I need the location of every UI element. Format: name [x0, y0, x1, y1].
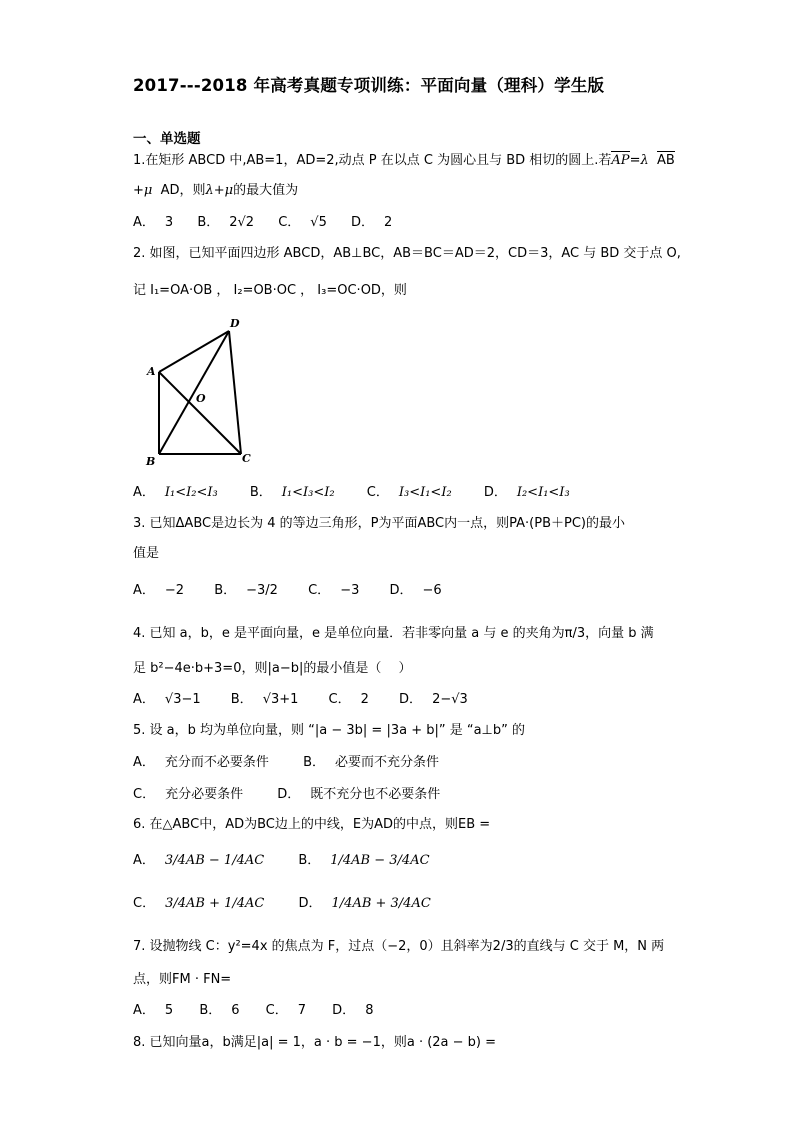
option-label: B．: [214, 583, 237, 598]
option-value: 6: [231, 1003, 240, 1018]
option-label: C．: [278, 215, 301, 230]
option-label: C．: [328, 692, 351, 707]
option-label: B．: [303, 755, 325, 770]
document-title: 2017---2018 年高考真题专项训练：平面向量（理科）学生版: [133, 76, 605, 95]
q3-option-a[interactable]: [133, 582, 184, 600]
q2-option-a[interactable]: [133, 484, 218, 502]
q1-lambda: λ: [640, 153, 649, 168]
q5-options-row1: [133, 754, 459, 772]
q4-option-d[interactable]: [399, 691, 468, 709]
option-value: −6: [422, 583, 442, 598]
q2-line2: 记 I₁=OA·OB ， I₂=OB·OC ， I₃=OC·OD，则: [133, 283, 407, 298]
option-value: −3: [340, 583, 360, 598]
option-label: D．: [389, 583, 413, 598]
option-value: 必要而不充分条件: [334, 755, 439, 770]
option-value: √3+1: [262, 692, 299, 707]
q4-options: [133, 691, 488, 709]
option-label: D．: [483, 485, 507, 500]
option-value: 1/4AB − 3/4AC: [330, 853, 430, 868]
edge-cd: [229, 331, 241, 454]
q1-option-b[interactable]: [197, 214, 254, 232]
q5-option-c[interactable]: [133, 786, 243, 804]
quadrilateral-diagram: [143, 315, 263, 475]
q4-option-c[interactable]: [329, 691, 369, 709]
q3-option-c[interactable]: [308, 582, 359, 600]
q8-line1: 8. 已知向量a，b满足|a| = 1，a · b = −1，则a · (2a − b) =: [133, 1035, 497, 1050]
q7-option-c[interactable]: [266, 1002, 306, 1020]
q6-line1: 6. 在△ABC中，AD为BC边上的中线，E为AD的中点，则EB =: [133, 817, 491, 832]
option-value: I₁<I₃<I₂: [281, 485, 335, 500]
q3-option-d[interactable]: [390, 582, 442, 600]
q1-expr: λ+μ: [205, 183, 234, 198]
option-value: 5: [164, 1003, 174, 1018]
q5-line1: 5. 设 a，b 均为单位向量，则 “|a − 3b| = |3a + b|” 是 “a⊥b” 的: [133, 723, 525, 738]
option-label: B．: [199, 1003, 222, 1018]
q1-vector-ab: AB: [656, 153, 675, 168]
q7-line2: 点，则FM · FN=: [133, 972, 232, 987]
q6-option-c[interactable]: [133, 895, 264, 913]
option-value: √5: [310, 215, 327, 230]
option-value: 2: [384, 215, 393, 230]
q3-line2: 值是: [133, 546, 160, 561]
option-value: 7: [297, 1003, 307, 1018]
q1-option-c[interactable]: [278, 214, 327, 232]
option-value: 2−√3: [432, 692, 468, 707]
q2-options: [133, 484, 590, 502]
option-label: D．: [332, 1003, 356, 1018]
option-value: 2: [360, 692, 369, 707]
q7-option-a[interactable]: [133, 1002, 173, 1020]
q5-option-a[interactable]: [133, 754, 269, 772]
option-label: B．: [230, 692, 253, 707]
q7-line1: 7. 设抛物线 C：y²=4x 的焦点为 F，过点（−2，0）且斜率为2/3的直线与 C 交于 M，N 两: [133, 939, 665, 954]
label-b: B: [146, 455, 156, 468]
option-value: √3−1: [164, 692, 201, 707]
q3-line1: 3. 已知ΔABC是边长为 4 的等边三角形，P为平面ABC内一点，则PA·(PB＋PC)的最小: [133, 516, 625, 531]
label-c: C: [242, 452, 251, 465]
q1-line1: [133, 152, 675, 170]
q6-option-d[interactable]: [299, 895, 431, 913]
q1-option-d[interactable]: [351, 214, 392, 232]
q1-tail: 的最大值为: [233, 183, 299, 198]
q2-option-b[interactable]: [250, 484, 335, 502]
option-label: A．: [133, 1003, 155, 1018]
q1-line2: [133, 182, 298, 200]
q4-line2: 足 b²−4e·b+3=0，则|a−b|的最小值是（ ）: [133, 661, 412, 676]
option-value: 1/4AB + 3/4AC: [331, 896, 431, 911]
q1-options: [133, 214, 412, 232]
option-value: −2: [164, 583, 185, 598]
option-label: A．: [133, 485, 155, 500]
option-label: A．: [133, 853, 155, 868]
q1-vector-ap: AP: [611, 153, 630, 168]
q1-plus: +: [133, 183, 144, 198]
q2-line1: 2. 如图，已知平面四边形 ABCD，AB⊥BC，AB＝BC＝AD＝2，CD＝3，AC 与 BD 交于点 O,: [133, 246, 681, 261]
q3-option-b[interactable]: [214, 582, 278, 600]
option-value: 充分必要条件: [165, 787, 244, 802]
q4-option-b[interactable]: [231, 691, 299, 709]
option-value: 3: [164, 215, 174, 230]
q3-options: [133, 582, 462, 600]
q7-option-b[interactable]: [199, 1002, 239, 1020]
option-value: I₃<I₁<I₂: [398, 485, 452, 500]
q6-options-row2: [133, 895, 451, 913]
option-label: C．: [133, 787, 156, 802]
option-value: 8: [365, 1003, 374, 1018]
option-label: A．: [133, 755, 155, 770]
q1-option-a[interactable]: [133, 214, 173, 232]
q6-options-row1: [133, 852, 450, 870]
q5-option-d[interactable]: [277, 786, 440, 804]
q2-option-c[interactable]: [367, 484, 452, 502]
option-label: D．: [277, 787, 301, 802]
q6-option-b[interactable]: [298, 852, 429, 870]
q1-then: ，则: [179, 183, 206, 198]
q5-option-b[interactable]: [303, 754, 439, 772]
section-heading: 一、单选题: [133, 131, 201, 147]
option-value: 既不充分也不必要条件: [310, 787, 441, 802]
option-label: D．: [399, 692, 423, 707]
option-value: I₁<I₂<I₃: [164, 485, 218, 500]
option-value: 3/4AB + 1/4AC: [165, 896, 265, 911]
option-label: D．: [298, 896, 322, 911]
q1-equals: =: [629, 153, 641, 168]
option-label: A．: [133, 692, 155, 707]
q7-option-d[interactable]: [332, 1002, 373, 1020]
option-label: C．: [265, 1003, 288, 1018]
q1-text: 1.在矩形 ABCD 中,AB=1，AD=2,动点 P 在以点 C 为圆心且与 BD 相切的圆上.若: [133, 153, 612, 168]
option-label: B．: [249, 485, 272, 500]
option-label: B．: [298, 853, 321, 868]
diagonal-bd: [159, 331, 229, 454]
diagonal-ac: [159, 372, 241, 454]
option-label: A．: [133, 583, 155, 598]
q4-line1: 4. 已知 a，b，e 是平面向量，e 是单位向量．若非零向量 a 与 e 的夹角为π/3，向量 b 满: [133, 626, 654, 641]
option-value: 充分而不必要条件: [164, 755, 269, 770]
label-o: O: [196, 392, 206, 405]
option-value: −3/2: [246, 583, 278, 598]
option-value: I₂<I₁<I₃: [516, 485, 570, 500]
option-label: C．: [133, 896, 156, 911]
label-a: A: [147, 365, 156, 378]
label-d: D: [230, 317, 240, 330]
edge-da: [159, 331, 229, 372]
option-label: C．: [366, 485, 389, 500]
q2-option-d[interactable]: [484, 484, 570, 502]
option-label: B．: [197, 215, 220, 230]
option-label: D．: [351, 215, 375, 230]
q7-options: [133, 1002, 393, 1020]
option-label: A．: [133, 215, 155, 230]
q4-option-a[interactable]: [133, 691, 201, 709]
option-label: C．: [308, 583, 331, 598]
q1-mu: μ: [143, 183, 153, 198]
option-value: 3/4AB − 1/4AC: [164, 853, 265, 868]
q6-option-a[interactable]: [133, 852, 264, 870]
option-value: 2√2: [229, 215, 255, 230]
q5-options-row2: [133, 786, 460, 804]
q1-vector-ad: AD: [160, 183, 180, 198]
